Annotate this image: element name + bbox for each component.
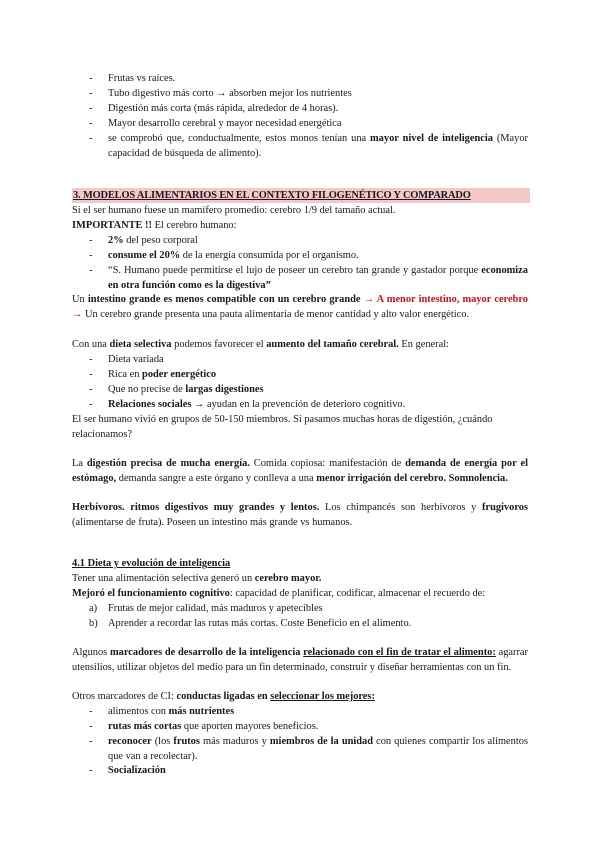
paragraph: El ser humano vivió en grupos de 50-150 miembros. Si pasamos muchas horas de digestión, ¿cuándo relacionamos? (72, 414, 493, 441)
section-3-heading: 3. MODELOS ALIMENTARIOS EN EL CONTEXTO FILOGENÉTICO Y COMPARADO (73, 190, 471, 201)
list-item-text: Mayor desarrollo cerebral y mayor necesidad energética (108, 118, 342, 129)
list-bullet: - (89, 369, 93, 380)
paragraph: La digestión precisa de mucha energía. Comida copiosa: manifestación de demanda de energía por el estómago, demanda sangre a este órgano y conlleva a una menor irrigación del cerebro. Somnolencia. (72, 458, 528, 485)
list-item-text: Rica en poder energético (108, 369, 217, 380)
list-bullet: - (89, 736, 93, 747)
list-item-text: alimentos con más nutrientes (108, 706, 235, 717)
list-bullet: - (89, 133, 93, 144)
list-marker: b) (89, 618, 98, 629)
list-bullet: - (89, 88, 93, 99)
list-item-text: Aprender a recordar las rutas más cortas. Coste Beneficio en el alimento. (108, 618, 412, 629)
list-bullet: - (89, 721, 93, 732)
list-bullet: - (89, 354, 93, 365)
list-item-text: se comprobó que, conductualmente, estos monos tenían una mayor nivel de inteligencia (Mayor capacidad de búsqueda de alimento). (108, 133, 528, 160)
list-item-text: Que no precise de largas digestiones (108, 384, 264, 395)
list-bullet: - (89, 103, 93, 114)
list-item-text: Tubo digestivo más corto → absorben mejor los nutrientes (108, 88, 352, 99)
paragraph: Tener una alimentación selectiva generó un cerebro mayor. (72, 573, 322, 584)
list-marker: a) (89, 603, 98, 614)
list-bullet: - (89, 73, 93, 84)
list-item-text: 2% del peso corporal (108, 235, 198, 246)
list-bullet: - (89, 384, 93, 395)
paragraph: IMPORTANTE !! El cerebro humano: (72, 220, 237, 231)
section-4-1-heading: 4.1 Dieta y evolución de inteligencia (72, 558, 231, 569)
list-item-text: Frutas vs raíces. (108, 73, 176, 84)
list-item-text: consume el 20% de la energía consumida por el organismo. (108, 250, 359, 261)
paragraph: Si el ser humano fuese un mamífero promedio: cerebro 1/9 del tamaño actual. (72, 205, 396, 216)
paragraph: Algunos marcadores de desarrollo de la inteligencia relacionado con el fin de tratar el alimento: agarrar utensilios, utilizar objetos del medio para un fin determinado, construir y diseñar herramientas con un fin. (72, 647, 528, 674)
list-bullet: - (89, 265, 93, 276)
paragraph: Con una dieta selectiva podemos favorecer el aumento del tamaño cerebral. En general: (72, 339, 449, 350)
list-item-text: rutas más cortas que aporten mayores beneficios. (108, 721, 319, 732)
list-bullet: - (89, 235, 93, 246)
list-item-text: Socialización (108, 765, 166, 776)
list-item-text: reconocer (los frutos más maduros y miembros de la unidad con quienes compartir los alimentos que van a recolectar). (108, 736, 528, 763)
paragraph: Herbívoros. ritmos digestivos muy grandes y lentos. Los chimpancés son herbívoros y frugívoros (alimentarse de fruta). Poseen un intestino más grande vs humanos. (72, 502, 528, 529)
list-item-text: Relaciones sociales → ayudan en la prevención de deterioro cognitivo. (108, 399, 406, 410)
list-bullet: - (89, 706, 93, 717)
paragraph: Un intestino grande es menos compatible con un cerebro grande → A menor intestino, mayor cerebro → Un cerebro grande presenta una pauta alimentaria de menor cantidad y alto valor energético. (72, 294, 528, 321)
list-item-text: Frutas de mejor calidad, más maduros y apetecibles (108, 603, 323, 614)
list-item-text: “S. Humano puede permitirse el lujo de poseer un cerebro tan grande y gastador porque economiza en otra función como es la digestiva” (108, 265, 528, 292)
list-item-text: Digestión más corta (más rápida, alrededor de 4 horas). (108, 103, 339, 114)
list-item-text: Dieta variada (108, 354, 164, 365)
paragraph: Otros marcadores de CI: conductas ligadas en seleccionar los mejores: (72, 691, 375, 702)
list-bullet: - (89, 399, 93, 410)
section-heading-highlight (72, 188, 530, 203)
list-bullet: - (89, 765, 93, 776)
list-bullet: - (89, 250, 93, 261)
paragraph: Mejoró el funcionamiento cognitivo: capacidad de planificar, codificar, almacenar el recuerdo de: (72, 588, 486, 599)
list-bullet: - (89, 118, 93, 129)
